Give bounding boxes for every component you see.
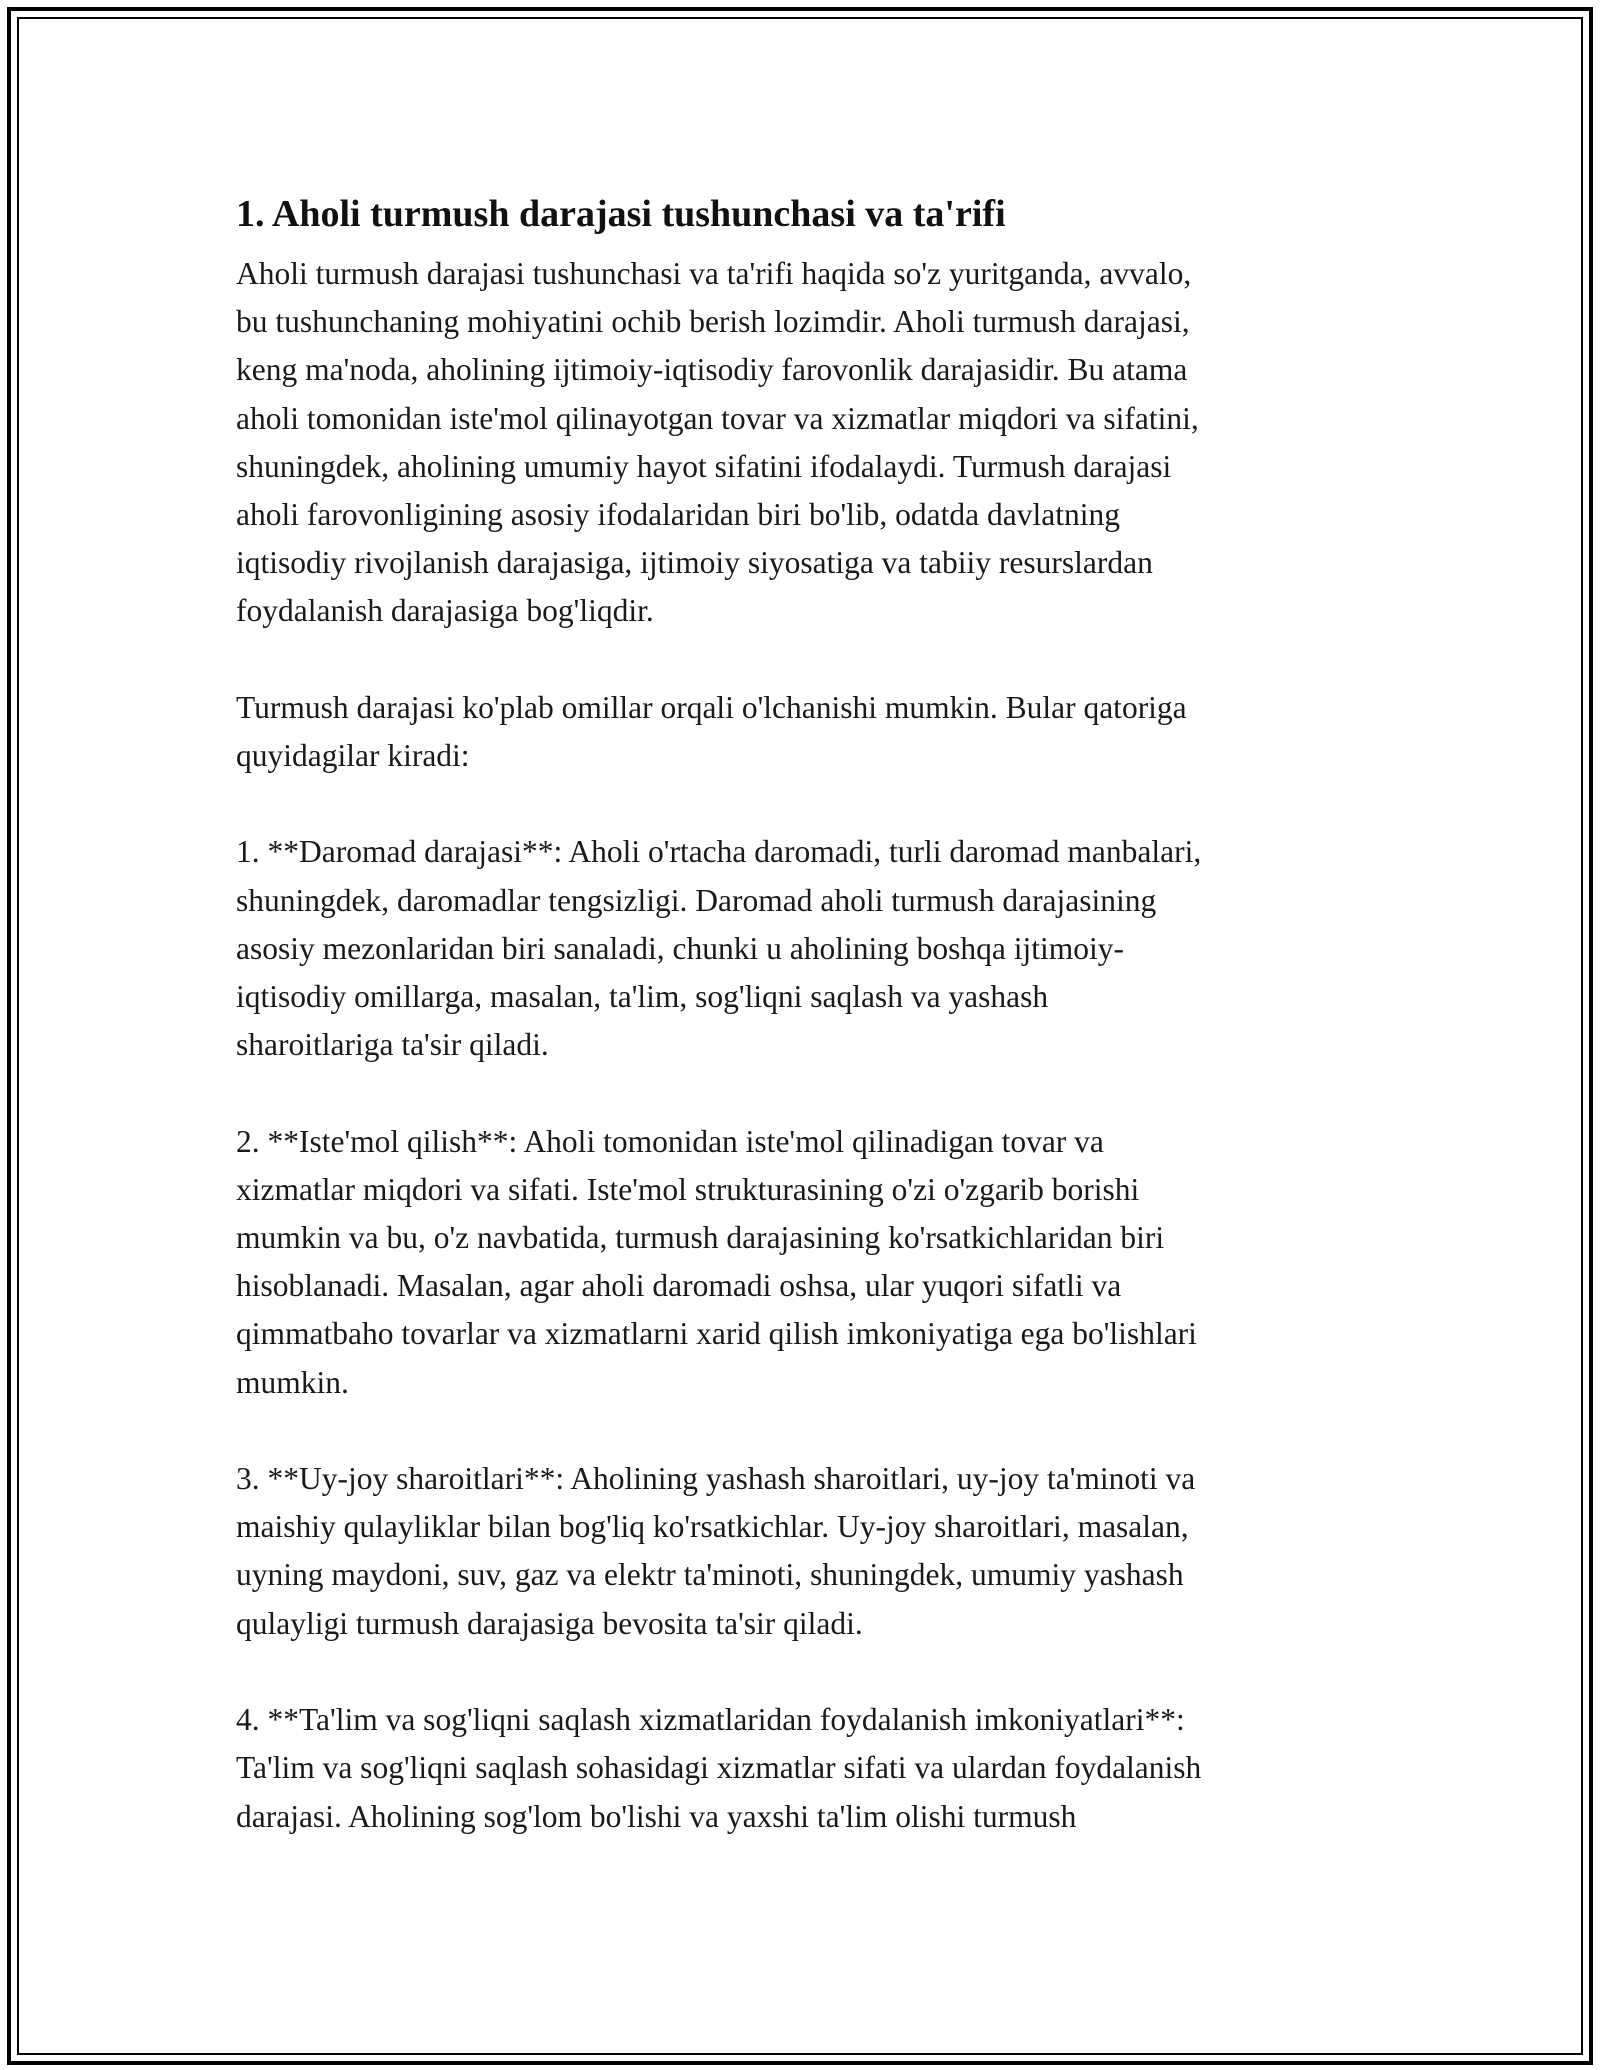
section-body: Aholi turmush darajasi tushunchasi va ta'rifi haqida so'z yuritganda, avvalo, bu tushunchaning mohiyatini ochib berish lozimdir. Aholi turmush darajasi, keng ma'noda, aholining ijtimoiy-iqtisodiy farovonlik darajasidir. Bu atama aholi tomonidan iste'mol qilinayotgan tovar va xizmatlar miqdori va sifatini, shuningdek, aholining umumiy hayot sifatini ifodalaydi. Turmush darajasi aholi farovonligining asosiy ifodalaridan biri bo'lib, odatda davlatning iqtisodiy rivojlanish darajasiga, ijtimoiy siyosatiga va tabiiy resurslardan foydalanish darajasiga bog'liqdir. Turmush darajasi ko'plab omillar orqali o'lchanishi mumkin. Bular qatoriga quyidagilar kiradi: 1. **Daromad darajasi**: Aholi o'rtacha daromadi, turli daromad manbalari, shuningdek, daromadlar tengsizligi. Daromad aholi turmush darajasining asosiy mezonlaridan biri sanaladi, chunki u aholining boshqa ijtimoiy- iqtisodiy omillarga, masalan, ta'lim, sog'liqni saqlash va yashash sharoitlariga ta'sir qiladi. 2. **Iste'mol qilish**: Aholi tomonidan iste'mol qilinadigan tovar va xizmatlar miqdori va sifati. Iste'mol strukturasining o'zi o'zgarib borishi mumkin va bu, o'z navbatida, turmush darajasining ko'rsatkichlaridan biri hisoblanadi. Masalan, agar aholi daromadi oshsa, ular yuqori sifatli va qimmatbaho tovarlar va xizmatlarni xarid qilish imkoniyatiga ega bo'lishlari mumkin. 3. **Uy-joy sharoitlari**: Aholining yashash sharoitlari, uy-joy ta'minoti va maishiy qulayliklar bilan bog'liq ko'rsatkichlar. Uy-joy sharoitlari, masalan, uyning maydoni, suv, gaz va elektr ta'minoti, shuningdek, umumiy yashash qulayligi turmush darajasiga bevosita ta'sir qiladi. 4. **Ta'lim va sog'liqni saqlash xizmatlaridan foydalanish imkoniyatlari**: Ta'lim va sog'liqni saqlash sohasidagi xizmatlar sifati va ulardan foydalanish darajasi. Aholining sog'lom bo'lishi va yaxshi ta'lim olishi turmush xyxy=(236,256,1202,1834)
document-content xyxy=(236,188,1366,1841)
section-title: 1. Aholi turmush darajasi tushunchasi va ta'rifi xyxy=(236,193,1006,235)
